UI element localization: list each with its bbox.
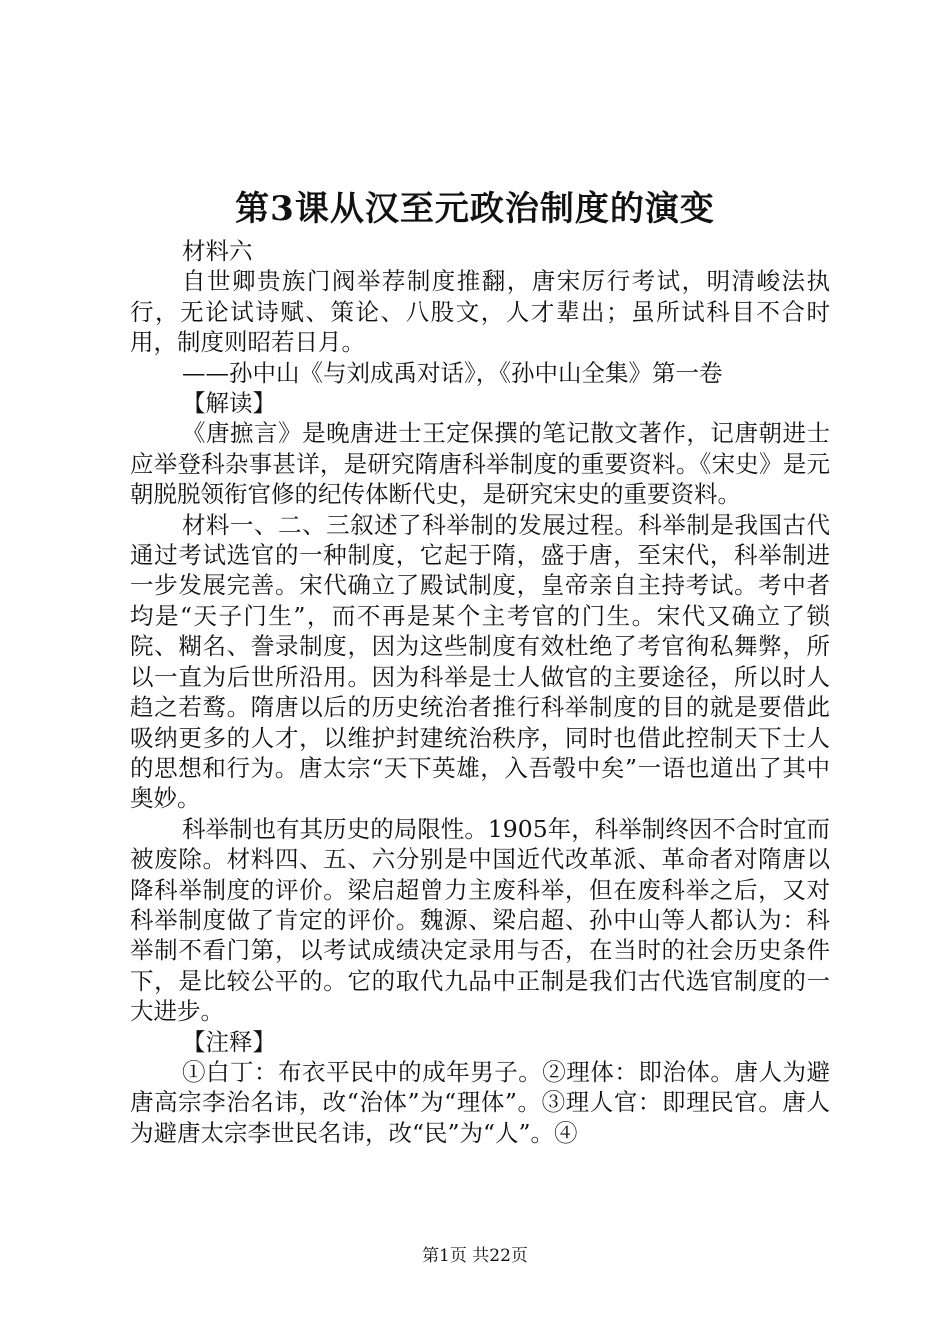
section-heading-interpretation: 【解读】 [182,389,276,418]
section-heading-notes: 【注释】 [182,1027,276,1056]
document-body [130,236,830,1148]
section-label-material-six: 材料六 [182,237,253,265]
notes-paragraph: ①白丁：布衣平民中的成年男子。②理体：即治体。唐人为避唐高宗李治名讳，改“治体”为“理体”。③理人官：即理民官。唐人为避唐太宗李世民名讳，改“民”为“人”。④ [130,1057,830,1147]
quote-source: ——孙中山《与刘成禹对话》，《孙中山全集》第一卷 [182,358,723,387]
quote-paragraph: 自世卿贵族门阀举荐制度推翻，唐宋厉行考试，明清峻法执行，无论试诗赋、策论、八股文，人才辈出；虽所试科目不合时用，制度则昭若日月。 [130,267,830,357]
interpretation-paragraph-1: 《唐摭言》是晚唐进士王定保撰的笔记散文著作，记唐朝进士应举登科杂事甚详，是研究隋唐科举制度的重要资料。《宋史》是元朝脱脱领衔官修的纪传体断代史，是研究宋史的重要资料。 [130,419,830,509]
interpretation-paragraph-3: 科举制也有其历史的局限性。1905年，科举制终因不合时宜而被废除。材料四、五、六分别是中国近代改革派、革命者对隋唐以降科举制度的评价。梁启超曾力主废科举，但在废科举之后，又对科举制度做了肯定的评价。魏源、梁启超、孙中山等人都认为：科举制不看门第，以考试成绩决定录用与否，在当时的社会历史条件下，是比较公平的。它的取代九品中正制是我们古代选官制度的一大进步。 [130,814,830,1026]
interpretation-paragraph-2: 材料一、二、三叙述了科举制的发展过程。科举制是我国古代通过考试选官的一种制度，它起于隋，盛于唐，至宋代，科举制进一步发展完善。宋代确立了殿试制度，皇帝亲自主持考试。考中者均是“天子门生”，而不再是某个主考官的门生。宋代又确立了锁院、糊名、誊录制度，因为这些制度有效杜绝了考官徇私舞弊，所以一直为后世所沿用。因为科举是士人做官的主要途径，所以时人趋之若鹜。隋唐以后的历史统治者推行科举制度的目的就是要借此吸纳更多的人才，以维护封建统治秩序，同时也借此控制天下士人的思想和行为。唐太宗“天下英雄，入吾彀中矣”一语也道出了其中奥妙。 [130,510,830,813]
page-title: 第3课从汉至元政治制度的演变 [235,189,715,229]
page-number: 第1页 共22页 [422,1246,528,1266]
